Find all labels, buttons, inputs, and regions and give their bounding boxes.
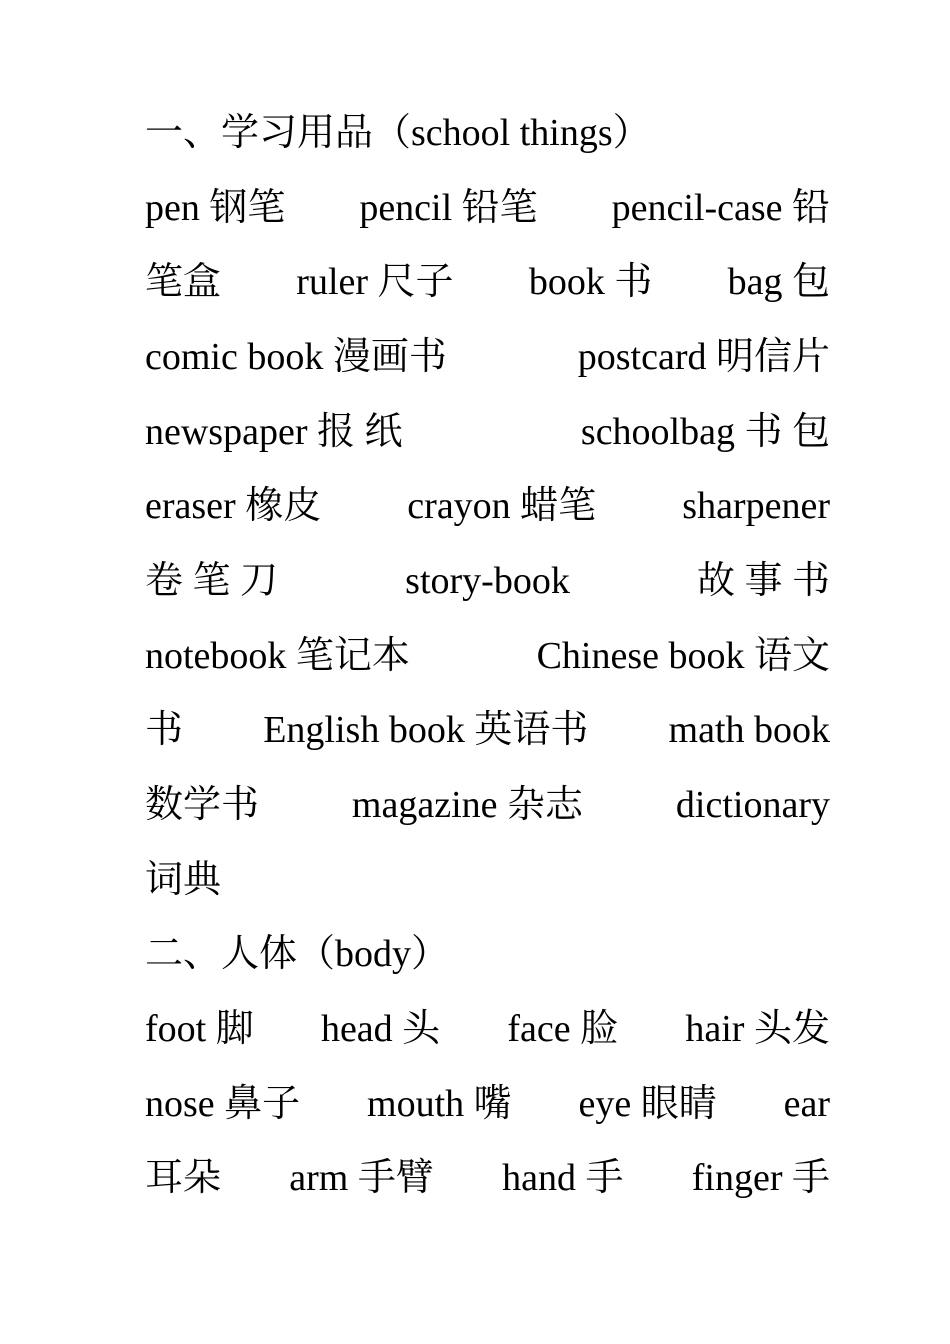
vocab-entry: 故 事 书 — [696, 560, 830, 602]
vocab-entry: book 书 — [528, 261, 653, 303]
vocab-entry: 书 — [145, 709, 184, 751]
vocab-entry: 卷 笔 刀 — [145, 560, 279, 602]
vocab-entry: schoolbag 书 包 — [580, 411, 830, 453]
section-heading-school-things — [145, 96, 830, 170]
vocab-entry: nose 鼻子 — [145, 1083, 301, 1125]
heading-text: 二、人体（body） — [145, 933, 450, 975]
vocab-entry: story-book — [405, 560, 570, 602]
vocab-line — [145, 768, 830, 842]
vocab-entry: English book 英语书 — [263, 709, 589, 751]
vocab-entry: face 脸 — [507, 1008, 619, 1050]
vocab-entry: postcard 明信片 — [577, 336, 830, 378]
vocab-entry: notebook 笔记本 — [145, 635, 410, 677]
vocab-entry: hand 手 — [502, 1157, 624, 1199]
vocab-entry: sharpener — [682, 485, 830, 527]
vocab-entry: pencil 铅笔 — [359, 187, 538, 229]
vocab-entry: dictionary — [675, 784, 830, 826]
vocab-line — [145, 245, 830, 319]
vocab-line — [145, 619, 830, 693]
vocab-entry: ruler 尺子 — [296, 261, 454, 303]
vocab-entry: arm 手臂 — [289, 1157, 434, 1199]
vocab-entry: head 头 — [320, 1008, 441, 1050]
vocab-line — [145, 843, 830, 917]
vocab-entry: pen 钢笔 — [145, 187, 286, 229]
vocab-line — [145, 1141, 830, 1215]
vocab-entry: bag 包 — [727, 261, 830, 303]
vocab-entry: 耳朵 — [145, 1157, 222, 1199]
vocab-entry: magazine 杂志 — [351, 784, 584, 826]
vocab-line — [145, 544, 830, 618]
heading-text: 一、学习用品（school things） — [145, 112, 651, 154]
vocab-entry: ear — [783, 1083, 830, 1125]
vocab-entry: eye 眼睛 — [578, 1083, 717, 1125]
vocab-entry: mouth 嘴 — [367, 1083, 512, 1125]
vocab-entry: pencil-case 铅 — [611, 187, 830, 229]
vocab-entry: Chinese book 语文 — [536, 635, 830, 677]
vocab-entry: finger 手 — [691, 1157, 830, 1199]
vocab-entry: 笔盒 — [145, 261, 222, 303]
section-heading-body — [145, 917, 830, 991]
vocab-line — [145, 1067, 830, 1141]
vocab-line — [145, 469, 830, 543]
vocab-entry: math book — [668, 709, 830, 751]
vocab-line — [145, 395, 830, 469]
vocab-line — [145, 320, 830, 394]
vocab-line — [145, 171, 830, 245]
vocab-line — [145, 992, 830, 1066]
vocab-entry: comic book 漫画书 — [145, 336, 447, 378]
vocab-entry: 词典 — [145, 859, 222, 901]
vocab-entry: eraser 橡皮 — [145, 485, 322, 527]
vocab-entry: crayon 蜡笔 — [407, 485, 597, 527]
vocab-line — [145, 693, 830, 767]
vocab-entry: hair 头发 — [685, 1008, 830, 1050]
vocab-entry: foot 脚 — [145, 1008, 254, 1050]
vocab-entry: newspaper 报 纸 — [145, 411, 403, 453]
vocab-entry: 数学书 — [145, 784, 260, 826]
